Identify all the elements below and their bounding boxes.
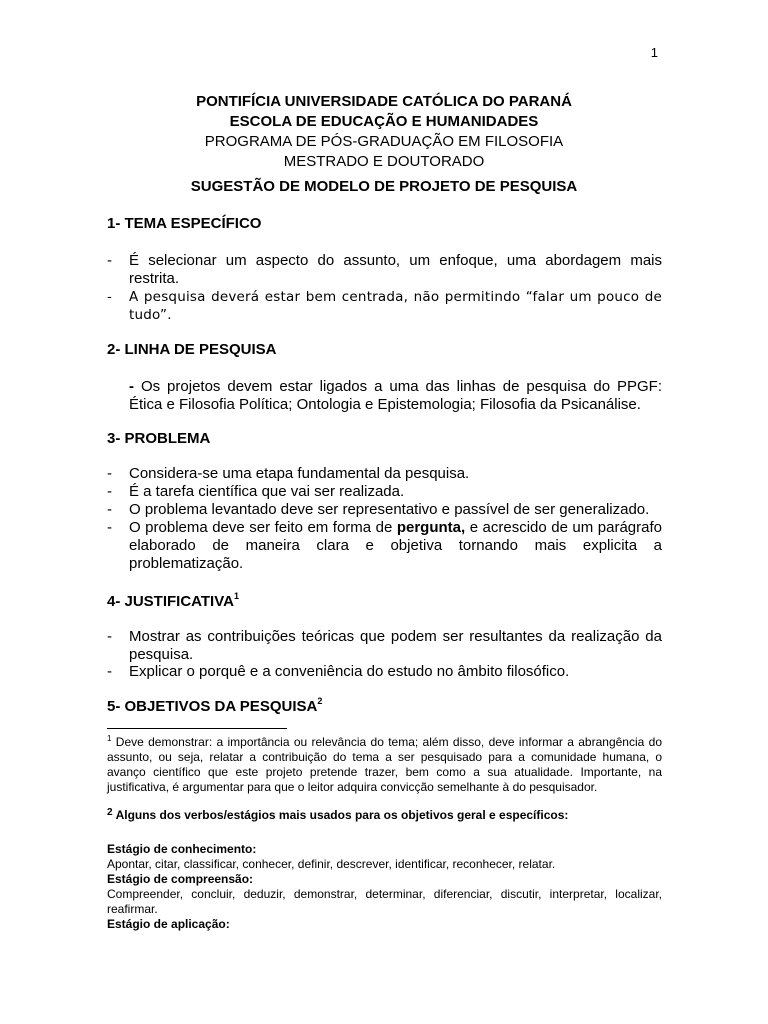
bullet-dash: - [107,483,112,500]
bullet-text: É a tarefa científica que vai ser realizada. [129,483,405,500]
bullet-text-part: e acrescido de um parágrafo elaborado de maneira clara e objetiva tornando mais explicita a problematização. [129,519,662,572]
heading-text: 5- OBJETIVOS DA PESQUISA [107,698,318,715]
bullet-dash: - [107,289,113,305]
stage-verbs: Apontar, citar, classificar, conhecer, definir, descrever, identificar, reconhecer, relatar. [107,857,556,871]
footnote-mark: 1 [107,734,112,743]
section-heading-problema: 3- PROBLEMA [107,430,211,447]
list-item [107,252,662,288]
list-item [107,483,662,501]
section-heading-tema: 1- TEMA ESPECÍFICO [107,215,262,232]
school-name: ESCOLA DE EDUCAÇÃO E HUMANIDADES [229,113,539,130]
stage-label: Estágio de aplicação: [107,917,230,931]
heading-text: 4- JUSTIFICATIVA [107,593,234,610]
section-heading-justificativa [107,593,239,610]
bullet-text-part: O problema deve ser feito em forma de [129,519,397,536]
footnote-title-text: Alguns dos verbos/estágios mais usados para os objetivos geral e específicos: [115,808,569,822]
bullet-text: Mostrar as contribuições teóricas que podem ser resultantes da realização da pesquisa. [129,628,662,663]
bullet-dash: - [107,519,112,536]
bullet-text: O problema levantado deve ser representativo e passível de ser generalizado. [129,501,650,518]
bullet-text: É selecionar um aspecto do assunto, um enfoque, uma abordagem mais restrita. [129,252,662,287]
program-name: PROGRAMA DE PÓS-GRADUAÇÃO EM FILOSOFIA [204,133,564,150]
footnote-2-title [107,808,662,823]
footnote-ref: 2 [317,696,323,706]
section-heading-objetivos [107,698,322,715]
footnote-mark: 2 [107,807,113,818]
bullet-dash: - [107,663,112,680]
linha-text: Os projetos devem estar ligados a uma das linhas de pesquisa do PPGF: Ética e Filosofia Política; Ontologia e Epistemologia; Filosofia da Psicanálise. [129,378,662,413]
linha-paragraph [129,378,662,414]
paragraph-dash: - [129,378,134,395]
footnote-ref: 1 [233,591,239,601]
footnote-separator [107,728,287,729]
bullet-emphasis: pergunta, [396,519,466,536]
footnote-2 [107,808,662,823]
list-item [107,288,662,324]
footnote-text: Deve demonstrar: a importância ou relevância do tema; além disso, deve informar a abrangência do assunto, ou seja, relatar a contribuição do tema a ser pesquisado para a comunidade humana, o avanço científico que este projeto pretende trazer, bem como a sua atualidade. Importante, na justificativa, é argumentar para que o leitor adquira convicção semelhante à do pesquisador. [107,735,662,794]
bullet-text: Considera-se uma etapa fundamental da pesquisa. [129,465,470,482]
bullet-dash: - [107,628,112,645]
stage-list [107,842,662,932]
degree-level: MESTRADO E DOUTORADO [283,153,485,170]
stage-label: Estágio de conhecimento: [107,842,257,856]
list-item [107,628,662,664]
list-item [107,519,662,573]
bullet-dash: - [107,465,112,482]
university-name: PONTIFÍCIA UNIVERSIDADE CATÓLICA DO PARANÁ [196,93,572,110]
bullet-dash: - [107,252,112,269]
bullet-dash: - [107,501,112,518]
list-item [107,663,662,681]
bullet-text: Explicar o porquê e a conveniência do estudo no âmbito filosófico. [129,663,570,680]
list-item [107,465,662,483]
bullet-text [129,519,662,573]
footnote-1 [107,735,662,795]
stage-label: Estágio de compreensão: [107,872,254,886]
stage-verbs: Compreender, concluir, deduzir, demonstrar, determinar, diferenciar, discutir, interpretar, localizar, reafirmar. [107,887,662,916]
bullet-text: A pesquisa deverá estar bem centrada, não permitindo “falar um pouco de tudo”. [129,289,662,323]
document-header [0,92,768,172]
list-item [107,501,662,519]
document-title: SUGESTÃO DE MODELO DE PROJETO DE PESQUISA [190,178,578,195]
page-number: 1 [650,45,658,60]
section-heading-linha: 2- LINHA DE PESQUISA [107,341,277,358]
